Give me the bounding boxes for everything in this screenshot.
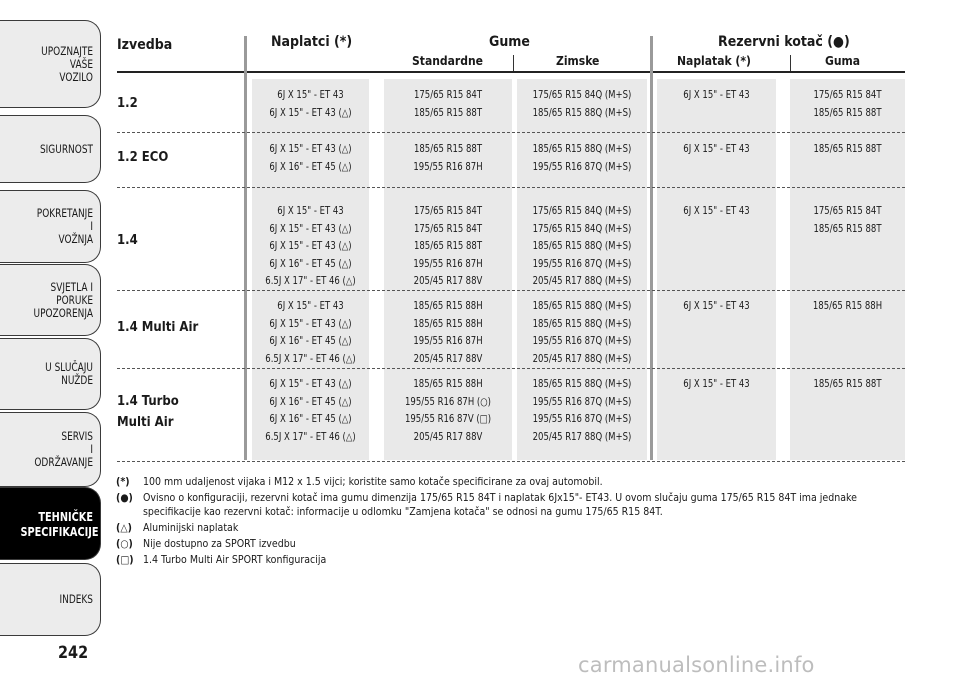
footnote-text: 100 mm udaljenost vijaka i M12 x 1.5 vijci; koristite samo kotače specificirane za ovaj automobil. [143, 476, 603, 488]
spec-cell-rims: 6J X 16" - ET 45 (△) [269, 257, 352, 270]
sidebar-tab[interactable] [0, 338, 101, 410]
sidebar-tab-label: VOZILO [59, 69, 93, 84]
sidebar-tab-label: NUŽDE [61, 373, 93, 387]
sidebar-tab-label: SVJETLA I [50, 279, 93, 294]
sidebar-tab-label: POKRETANJE [36, 206, 93, 220]
spec-cell-rims: 6J X 15" - ET 43 (△) [269, 317, 352, 330]
spec-cell-spare-tyre: 185/65 R15 88T [813, 106, 882, 119]
page-number: 242 [58, 643, 89, 663]
sidebar-tab[interactable] [0, 264, 101, 336]
version-label: 1.4 Multi Air [117, 319, 199, 335]
spec-cell-winter: 205/45 R17 88Q (M+S) [532, 352, 632, 365]
footnote-text: Ovisno o konfiguraciji, rezervni kotač ima gumu dimenzija 175/65 R15 84T i naplatak 6Jx15"- ET43. U ovom slučaju guma 175/65 R15 84T ima jednake specifikacije kao rezervni kotač: informacije u odlomku "Zamjena kotača" se odnosi na gumu 175/65 R15 84T. [143, 492, 857, 518]
spec-cell-rims: 6J X 16" - ET 45 (△) [269, 395, 352, 408]
spec-cell-rims: 6.5J X 17" - ET 46 (△) [265, 275, 356, 287]
spec-cell-rims: 6J X 15" - ET 43 (△) [269, 143, 352, 155]
spec-cell-spare-tyre: 185/65 R15 88H [812, 300, 883, 312]
sidebar-tab-label: VAŠE [69, 56, 93, 71]
row-separator [117, 368, 905, 369]
row-separator [117, 132, 905, 133]
version-label: 1.4 Turbo [117, 394, 179, 409]
spec-cell-winter: 185/65 R15 88Q (M+S) [532, 317, 632, 330]
subheader-standard: Standardne [412, 54, 483, 68]
footnote [116, 537, 906, 551]
sidebar-tab-label: SIGURNOST [39, 141, 93, 156]
sidebar-tab[interactable] [0, 487, 101, 560]
spec-cell-standard: 185/65 R15 88H [413, 317, 483, 330]
footnote [116, 553, 906, 567]
footnote-text: Aluminijski naplatak [143, 522, 239, 534]
spec-cell-standard: 185/65 R15 88H [413, 300, 483, 312]
spec-cell-standard: 195/55 R16 87H [413, 335, 483, 347]
header-tyres: Gume [489, 34, 530, 50]
spec-cell-rims: 6J X 16" - ET 45 (△) [269, 413, 352, 425]
version-label: 1.2 [117, 96, 138, 111]
spec-cell-rims: 6J X 15" - ET 43 (△) [269, 240, 352, 252]
sidebar-tab[interactable] [0, 190, 101, 263]
sidebar-tab-label: ODRŽAVANJE [34, 455, 93, 469]
spec-cell-rims: 6J X 16" - ET 45 (△) [269, 160, 352, 173]
subheader-spare-tyre: Guma [825, 54, 861, 68]
spec-cell-spare-rim: 6J X 15" - ET 43 [683, 143, 750, 155]
spec-cell-standard: 205/45 R17 88V [413, 275, 483, 287]
footnote-marker: (●) [116, 492, 133, 504]
spec-cell-standard: 185/65 R15 88T [413, 143, 483, 155]
version-label: Multi Air [117, 415, 174, 430]
spec-cell-winter: 185/65 R15 88Q (M+S) [532, 240, 632, 252]
column-separator [650, 36, 653, 460]
sidebar-tab[interactable] [0, 20, 101, 108]
sidebar-tab-label: SPECIFIKACIJE [20, 523, 99, 539]
spec-cell-winter: 195/55 R16 87Q (M+S) [532, 395, 632, 408]
spec-cell-spare-tyre: 175/65 R15 84T [813, 205, 882, 217]
sidebar-tab-label: U SLUČAJU [45, 360, 93, 374]
spec-cell-standard: 195/55 R16 87V (□) [404, 413, 492, 425]
sidebar-tab-label: I [90, 442, 93, 456]
footnote [116, 491, 906, 519]
footnote-text: 1.4 Turbo Multi Air SPORT konfiguracija [143, 554, 327, 566]
spec-cell-rims: 6J X 15" - ET 43 (△) [269, 222, 352, 235]
spec-cell-winter: 185/65 R15 88Q (M+S) [532, 106, 632, 119]
spec-cell-standard: 175/65 R15 84T [413, 205, 483, 217]
footnote-text: Nije dostupno za SPORT izvedbu [143, 538, 296, 550]
spec-cell-winter: 195/55 R16 87Q (M+S) [532, 160, 632, 173]
footnote-marker: (△) [116, 522, 132, 534]
sidebar-tab-label: UPOZNAJTE [41, 43, 93, 58]
footnotes [116, 475, 906, 569]
spec-cell-standard: 185/65 R15 88T [413, 240, 483, 252]
spec-cell-standard: 195/55 R16 87H (○) [404, 395, 491, 408]
spec-cell-winter: 175/65 R15 84Q (M+S) [532, 205, 632, 217]
spec-cell-spare-tyre: 185/65 R15 88T [813, 143, 882, 155]
spec-cell-standard: 195/55 R16 87H [413, 257, 483, 270]
spec-cell-winter: 175/65 R15 84Q (M+S) [532, 222, 632, 235]
spec-cell-rims: 6J X 15" - ET 43 [277, 300, 344, 312]
spec-cell-standard: 175/65 R15 84T [413, 222, 483, 235]
spec-cell-rims: 6J X 15" - ET 43 (△) [269, 106, 352, 119]
spec-cell-standard: 205/45 R17 88V [413, 352, 483, 365]
footnote [116, 475, 906, 489]
sidebar-tab-label: INDEKS [59, 592, 93, 606]
spec-cell-spare-tyre: 175/65 R15 84T [813, 89, 882, 101]
sidebar-tab-label: VOŽNJA [58, 232, 93, 246]
footnote-marker: (*) [116, 476, 130, 488]
spec-cell-winter: 185/65 R15 88Q (M+S) [532, 300, 632, 312]
header-rims: Naplatci (*) [271, 34, 353, 50]
spec-cell-standard: 185/65 R15 88T [413, 106, 483, 119]
row-separator [117, 461, 905, 462]
sidebar-tab[interactable] [0, 115, 101, 183]
spec-cell-standard: 195/55 R16 87H [413, 160, 483, 173]
spec-cell-standard: 205/45 R17 88V [413, 430, 483, 443]
version-label: 1.4 [117, 233, 138, 248]
spec-cell-rims: 6J X 15" - ET 43 [277, 89, 344, 101]
sidebar-tab-label: PORUKE [56, 292, 93, 307]
spec-cell-winter: 175/65 R15 84Q (M+S) [532, 89, 632, 101]
spec-cell-rims: 6J X 15" - ET 43 (△) [269, 378, 352, 390]
subheader-spare-rim: Naplatak (*) [677, 54, 751, 68]
spec-cell-winter: 205/45 R17 88Q (M+S) [532, 430, 632, 443]
column-separator [244, 36, 247, 460]
spec-cell-winter: 195/55 R16 87Q (M+S) [532, 257, 632, 270]
subheader-winter: Zimske [556, 54, 600, 68]
spec-cell-rims: 6.5J X 17" - ET 46 (△) [265, 352, 356, 365]
row-separator [117, 187, 905, 188]
watermark: carmanualsonline.info [578, 653, 815, 677]
spec-cell-spare-rim: 6J X 15" - ET 43 [683, 89, 750, 101]
version-label: 1.2 ECO [117, 150, 169, 165]
spec-cell-winter: 205/45 R17 88Q (M+S) [532, 275, 632, 287]
spec-cell-spare-rim: 6J X 15" - ET 43 [683, 378, 750, 390]
column-shade [790, 79, 905, 460]
footnote-marker: (○) [116, 538, 133, 550]
spec-cell-winter: 195/55 R16 87Q (M+S) [532, 413, 632, 425]
spec-cell-spare-tyre: 185/65 R15 88T [813, 378, 882, 390]
sidebar-tab-label: I [90, 219, 93, 233]
sidebar-tab[interactable] [0, 563, 101, 636]
spec-cell-spare-rim: 6J X 15" - ET 43 [683, 300, 750, 312]
sidebar-tab-label: SERVIS [61, 429, 93, 443]
header-version: Izvedba [117, 37, 173, 53]
spec-cell-winter: 195/55 R16 87Q (M+S) [532, 335, 632, 347]
spec-cell-rims: 6J X 15" - ET 43 [277, 205, 344, 217]
footnote-marker: (□) [116, 554, 134, 566]
spec-cell-spare-rim: 6J X 15" - ET 43 [683, 205, 750, 217]
spec-cell-winter: 185/65 R15 88Q (M+S) [532, 143, 632, 155]
sidebar-tab[interactable] [0, 412, 101, 487]
spec-cell-rims: 6.5J X 17" - ET 46 (△) [265, 430, 356, 443]
header-vline [513, 55, 514, 71]
spec-cell-spare-tyre: 185/65 R15 88T [813, 222, 882, 235]
sidebar-tab-label: UPOZORENJA [33, 305, 93, 320]
header-spare: Rezervni kotač (●) [718, 34, 850, 50]
footnote [116, 521, 906, 535]
column-shade [657, 79, 776, 460]
sidebar-tab-label: TEHNIČKE [38, 508, 93, 524]
header-vline [790, 55, 791, 71]
spec-cell-winter: 185/65 R15 88Q (M+S) [532, 378, 632, 390]
spec-cell-standard: 175/65 R15 84T [413, 89, 483, 101]
spec-cell-standard: 185/65 R15 88H [413, 378, 483, 390]
header-divider [117, 71, 905, 73]
spec-cell-rims: 6J X 16" - ET 45 (△) [269, 335, 352, 347]
